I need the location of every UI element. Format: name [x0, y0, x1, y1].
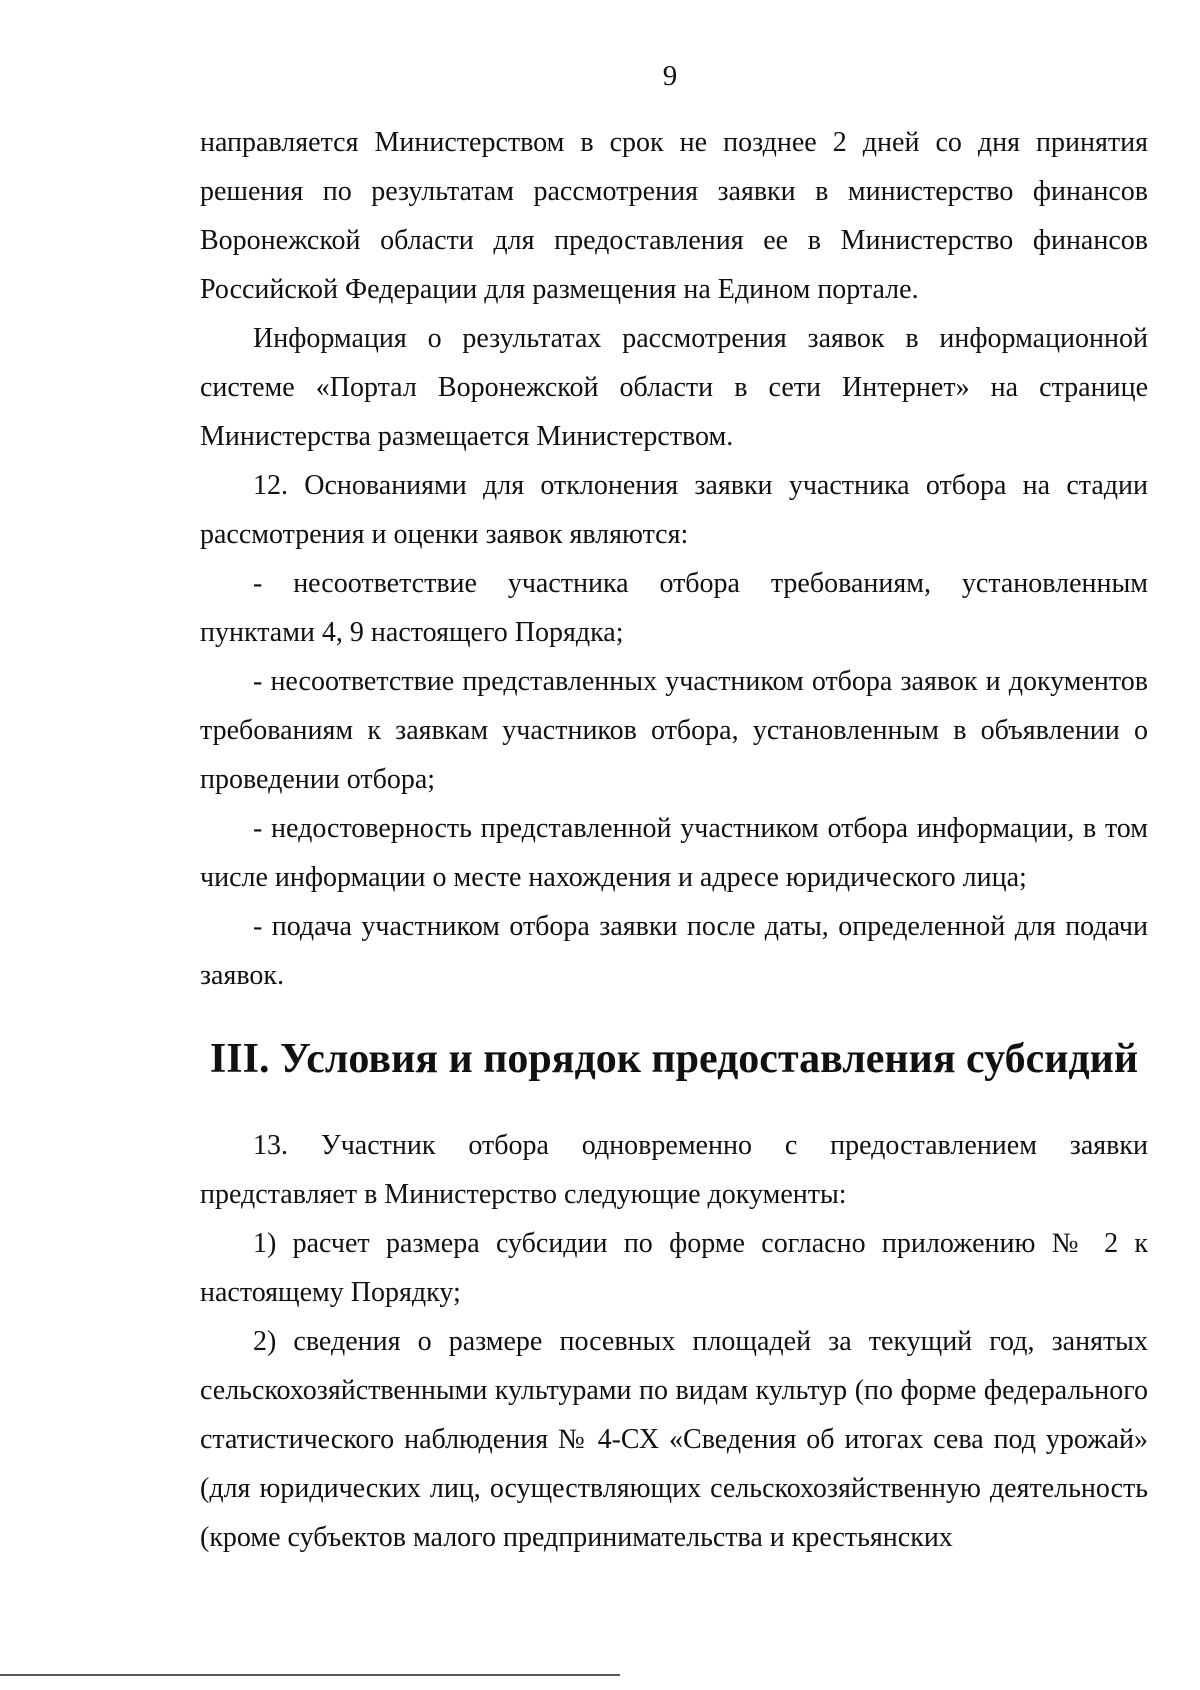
paragraph-clause-12: 12. Основаниями для отклонения заявки участника отбора на стадии рассмотрения и оценки заявок являются:	[200, 470, 1148, 550]
list-item-rejection-1: - несоответствие участника отбора требованиям, установленным пунктами 4, 9 настоящего Порядка;	[200, 568, 1148, 648]
list-item-rejection-2: - несоответствие представленных участником отбора заявок и документов требованиям к заявкам участников отбора, установленным в объявлении о проведении отбора;	[200, 666, 1148, 795]
list-item-rejection-4: - подача участником отбора заявки после даты, определенной для подачи заявок.	[200, 911, 1148, 991]
list-item-document-2: 2) сведения о размере посевных площадей за текущий год, занятых сельскохозяйственными культурами по видам культур (по форме федерального статистического наблюдения № 4-СХ «Сведения об итогах сева под урожай» (для юридических лиц, осуществляющих сельскохозяйственную деятельность (кроме субъектов малого предпринимательства и крестьянских	[200, 1326, 1148, 1553]
paragraph-results-info: Информация о результатах рассмотрения заявок в информационной системе «Портал Воронежской области в сети Интернет» на странице Министерства размещается Министерством.	[200, 323, 1148, 452]
document-body	[200, 118, 1148, 1562]
paragraph-continuation: направляется Министерством в срок не позднее 2 дней со дня принятия решения по результатам рассмотрения заявки в министерство финансов Воронежской области для предоставления ее в Министерство финансов Российской Федерации для размещения на Едином портале.	[200, 127, 1148, 305]
list-item-rejection-3: - недостоверность представленной участником отбора информации, в том числе информации о месте нахождения и адресе юридического лица;	[200, 813, 1148, 893]
list-item-document-1: 1) расчет размера субсидии по форме согласно приложению № 2 к настоящему Порядку;	[200, 1228, 1148, 1308]
paragraph-clause-13: 13. Участник отбора одновременно с предоставлением заявки представляет в Министерство следующие документы:	[200, 1130, 1148, 1210]
page-number: 9	[662, 60, 678, 92]
section-heading: III. Условия и порядок предоставления субсидий	[209, 1036, 1139, 1082]
bottom-rule-divider	[0, 1674, 620, 1676]
